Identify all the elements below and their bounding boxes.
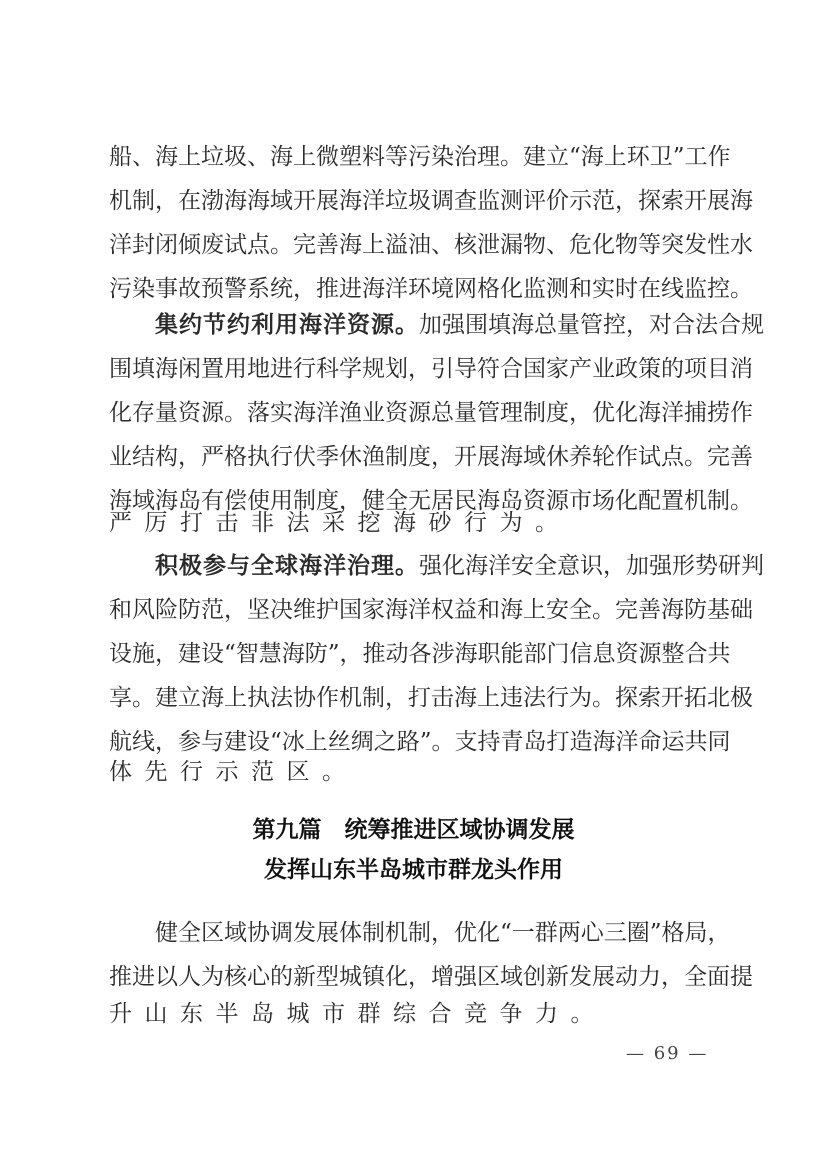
paragraph-line: 享。建立海上执法协作机制，打击海上违法行为。探索开拓北极 [109,685,753,711]
paragraph-first-line [155,310,764,340]
paragraph-first-line [155,551,764,581]
paragraph-line: 推进以人为核心的新型城镇化，增强区域创新发展动力，全面提 [109,964,753,990]
paragraph-line: 化存量资源。落实海洋渔业资源总量管理制度，优化海洋捕捞作 [109,400,753,426]
page-number: — 69 — [626,1043,709,1064]
paragraph-line: 海域海岛有偿使用制度，健全无居民海岛资源市场化配置机制。 [109,488,753,514]
paragraph-line: 严厉打击非法采挖海砂行为。 [109,510,571,536]
paragraph-line: 航线，参与建设“冰上丝绸之路”。支持青岛打造海洋命运共同 [109,729,731,755]
paragraph-line: 升山东半岛城市群综合竞争力。 [109,1001,606,1027]
paragraph-first-line: 健全区域协调发展体制机制，优化“一群两心三圈”格局， [155,920,731,946]
paragraph-line: 机制，在渤海海域开展海洋垃圾调查监测评价示范，探索开展海 [109,188,753,214]
paragraph-line: 设施，建设“智慧海防”，推动各涉海职能部门信息资源整合共 [109,641,731,667]
paragraph-text: 强化海洋安全意识，加强形势研判 [419,553,764,579]
chapter-heading-line-1: 第九篇 统筹推进区域协调发展 [252,816,575,843]
paragraph-line: 洋封闭倾废试点。完善海上溢油、核泄漏物、危化物等突发性水 [109,232,753,258]
paragraph-line: 和风险防范，坚决维护国家海洋权益和海上安全。完善海防基础 [109,597,753,623]
paragraph-lead-heading: 积极参与全球海洋治理。 [155,552,419,579]
paragraph-text: 加强围填海总量管控，对合法合规 [419,312,764,338]
paragraph-line: 围填海闲置用地进行科学规划，引导符合国家产业政策的项目消 [109,356,753,382]
chapter-heading-line-2: 发挥山东半岛城市群龙头作用 [264,856,563,883]
paragraph-lead-heading: 集约节约利用海洋资源。 [155,311,419,338]
paragraph-line: 体先行示范区。 [109,759,358,785]
paragraph-line: 污染事故预警系统，推进海洋环境网格化监测和实时在线监控。 [109,276,753,302]
paragraph-line: 船、海上垃圾、海上微塑料等污染治理。建立“海上环卫”工作 [109,144,731,170]
paragraph-line: 业结构，严格执行伏季休渔制度，开展海域休养轮作试点。完善 [109,444,753,470]
